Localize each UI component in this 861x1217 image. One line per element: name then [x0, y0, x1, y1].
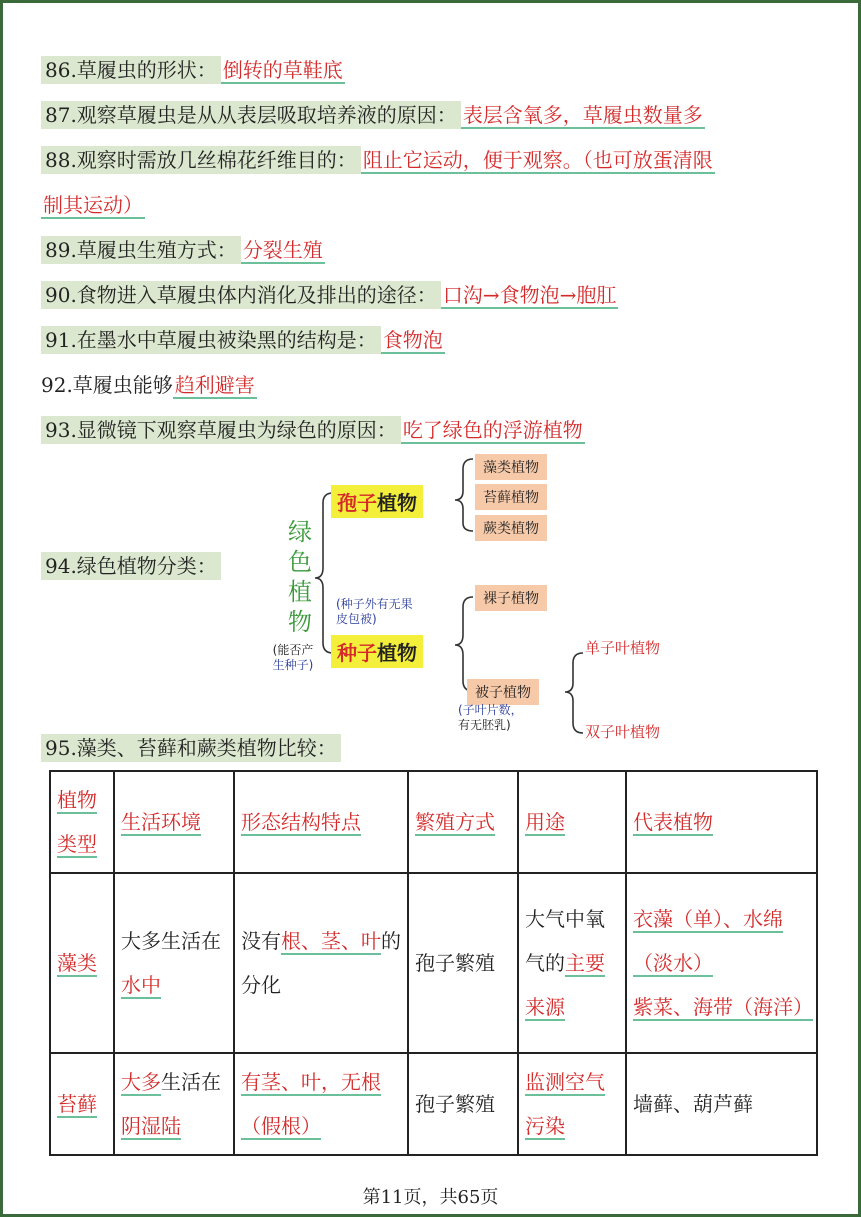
- seed-plants-black: 植物: [377, 641, 417, 665]
- root-char: 植: [288, 578, 312, 606]
- question-label: 93.显微镜下观察草履虫为绿色的原因：: [41, 416, 401, 444]
- root-green-plants: [285, 517, 315, 637]
- dicot-label: 双子叶植物: [585, 723, 661, 741]
- question-label: 92.草履虫能够: [41, 373, 173, 397]
- seed-plants-red: 种子: [337, 641, 377, 665]
- answer-text-continued: 制其运动）: [43, 193, 143, 217]
- note-line: (能否产: [272, 643, 314, 657]
- note-line: (种子外有无果: [336, 597, 413, 611]
- root-char: 色: [288, 548, 312, 576]
- moss-box: 苔藓植物: [475, 484, 547, 510]
- gymnosperm-box: 裸子植物: [475, 585, 547, 611]
- answer-text: 口沟→食物泡→胞肛: [442, 283, 617, 307]
- note-line: 皮包被): [336, 612, 377, 626]
- seed-bracket: [455, 597, 473, 691]
- table-header-row: [50, 771, 817, 873]
- env-cell: 大多生活在水中: [114, 873, 234, 1053]
- root-note: [261, 643, 325, 673]
- question-label: 94.绿色植物分类：: [41, 552, 221, 580]
- answer-text: 分裂生殖: [242, 238, 323, 262]
- structure-cell: 没有根、茎、叶的分化: [234, 873, 408, 1053]
- rep-cell: 墙藓、葫芦藓: [626, 1053, 817, 1155]
- angiosperm-box: 被子植物: [467, 679, 539, 705]
- answer-text: 倒转的草鞋底: [222, 58, 343, 82]
- diagram-brackets: [3, 3, 861, 763]
- question-label: 86.草履虫的形状：: [41, 56, 221, 84]
- root-char: 物: [288, 608, 312, 636]
- question-label: 90.食物进入草履虫体内消化及排出的途径：: [41, 281, 441, 309]
- seed-plants-box: [331, 635, 423, 668]
- spore-plants-box: [331, 485, 423, 518]
- page-footer: 第11页，共65页: [362, 1187, 499, 1208]
- header-cell: 形态结构特点: [234, 771, 408, 873]
- question-label: 91.在墨水中草履虫被染黑的结构是：: [41, 326, 381, 354]
- use-cell: 监测空气污染: [518, 1053, 626, 1155]
- note-line: (子叶片数，: [458, 703, 523, 717]
- answer-text: 趋利避害: [174, 373, 255, 397]
- algae-box: 藻类植物: [475, 454, 547, 480]
- spore-plants-red: 孢子: [337, 491, 377, 515]
- spore-bracket: [455, 459, 473, 531]
- question-label: 95.藻类、苔藓和蕨类植物比较：: [41, 734, 341, 762]
- answer-text: 阻止它运动，便于观察。（也可放蛋清限: [362, 148, 713, 172]
- answer-text: 表层含氧多，草履虫数量多: [462, 103, 703, 127]
- question-label: 88.观察时需放几丝棉花纤维目的：: [41, 146, 361, 174]
- seed-note: [336, 597, 413, 627]
- header-cell: 用途: [518, 771, 626, 873]
- spore-plants-black: 植物: [377, 491, 417, 515]
- note-line: 生种子): [272, 658, 314, 672]
- use-cell: 大气中氧气的主要来源: [518, 873, 626, 1053]
- rep-cell: 衣藻（单）、水绵 （淡水） 紫菜、海带（海洋）: [626, 873, 817, 1053]
- table-row: [50, 1053, 817, 1155]
- question-95: [41, 731, 341, 765]
- question-label: 89.草履虫生殖方式：: [41, 236, 241, 264]
- fern-box: 蕨类植物: [475, 515, 547, 541]
- note-line: 有无胚乳): [458, 718, 511, 732]
- env-cell: 大多生活在阴湿陆: [114, 1053, 234, 1155]
- root-char: 绿: [288, 518, 312, 546]
- answer-text: 吃了绿色的浮游植物: [402, 418, 583, 442]
- header-cell: 生活环境: [114, 771, 234, 873]
- header-cell: 代表植物: [626, 771, 817, 873]
- type-cell: 藻类: [50, 873, 114, 1053]
- answer-text: 食物泡: [382, 328, 443, 352]
- header-cell: 植物类型: [50, 771, 114, 873]
- angio-bracket: [565, 653, 583, 733]
- structure-cell: 有茎、叶，无根（假根）: [234, 1053, 408, 1155]
- type-cell: 苔藓: [50, 1053, 114, 1155]
- plant-comparison-table: [49, 770, 818, 1156]
- header-cell: 繁殖方式: [408, 771, 518, 873]
- repro-cell: 孢子繁殖: [408, 873, 518, 1053]
- repro-cell: 孢子繁殖: [408, 1053, 518, 1155]
- monocot-label: 单子叶植物: [585, 639, 661, 657]
- question-label: 87.观察草履虫是从从表层吸取培养液的原因：: [41, 101, 461, 129]
- angio-note: [458, 703, 523, 733]
- table-row: [50, 873, 817, 1053]
